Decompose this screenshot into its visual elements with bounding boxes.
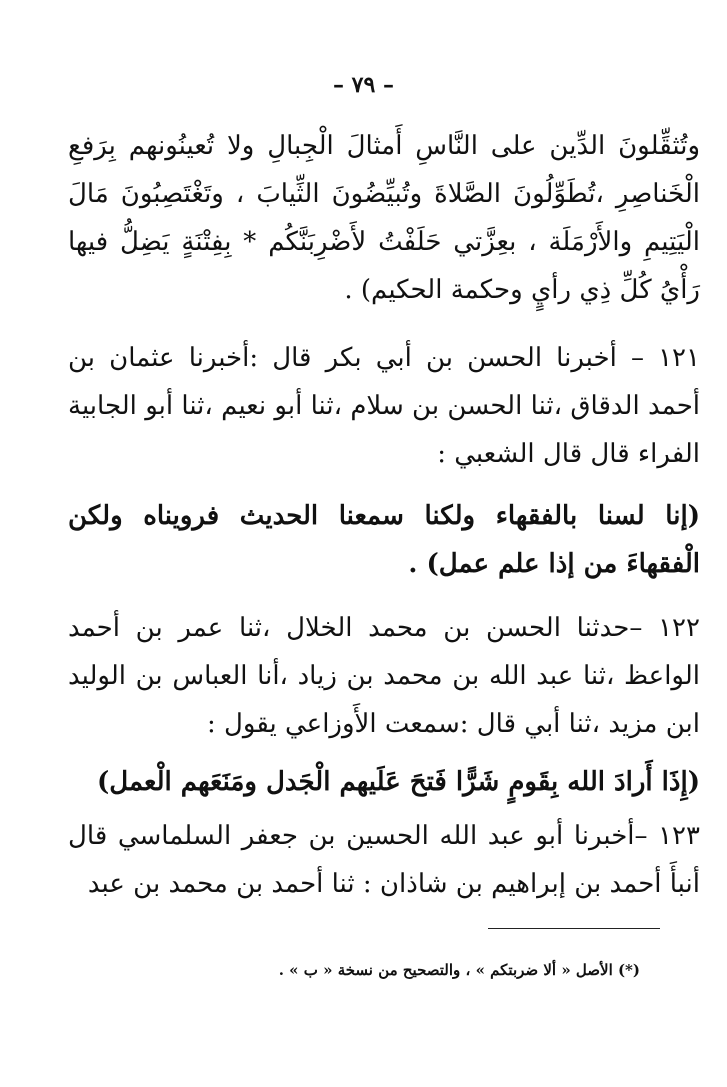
narration-122: ١٢٢ –حدثنا الحسن بن محمد الخلال ،ثنا عمر بن أحمد الواعظ ،ثنا عبد الله بن محمد بن زياد ،أنا العباس بن الوليد ابن مزيد ،ثنا أبي قال :سمعت الأَوزاعي يقول : <box>68 613 700 739</box>
footnote: (*) الأصل « ألا ضربتكم » ، والتصحيح من نسخة « ب » . <box>278 961 640 979</box>
narration-123: ١٢٣ –أخبرنا أبو عبد الله الحسين بن جعفر السلماسي قال أنبأَ أحمد بن إبراهيم بن شاذان : ثنا أحمد بن محمد بن عبد <box>68 821 700 899</box>
quote-121: (إنا لسنا بالفقهاء ولكنا سمعنا الحديث فرويناه ولكن الْفقهاءَ من إذا علم عمل) . <box>68 501 700 579</box>
footnote-divider <box>488 928 660 929</box>
page-number: – ٧٩ – <box>333 72 394 98</box>
paragraph-intro: وتُثقِّلونَ الدِّين على النَّاسِ أَمثالَ الْجِبالِ ولا تُعينُونهم بِرَفعِ الْخَناصِرِ ،تُطَوِّلُونَ الصَّلاةَ وتُبيِّضُونَ الثِّيابَ ، وتَغْتَصِبُونَ مَالَ الْيَتِيمِ والأَرْمَلَة ، بعِزَّتي حَلَفْتُ لأَضْرِبَنَّكُم * بِفِتْنَةٍ يَضِلُّ فيها رَأْيُ كُلِّ ذِي رأيٍ وحكمة الحكيم) . <box>68 131 700 305</box>
quote-122: (إِذَا أَرادَ الله بِقَومٍ شَرًّا فَتحَ عَلَيهم الْجَدل ومَنَعَهم الْعمل) <box>97 767 700 797</box>
narration-121: ١٢١ – أخبرنا الحسن بن أبي بكر قال :أخبرنا عثمان بن أحمد الدقاق ،ثنا الحسن بن سلام ،ثنا أبو نعيم ،ثنا أبو الجابية الفراء قال قال الشعبي : <box>68 343 700 469</box>
